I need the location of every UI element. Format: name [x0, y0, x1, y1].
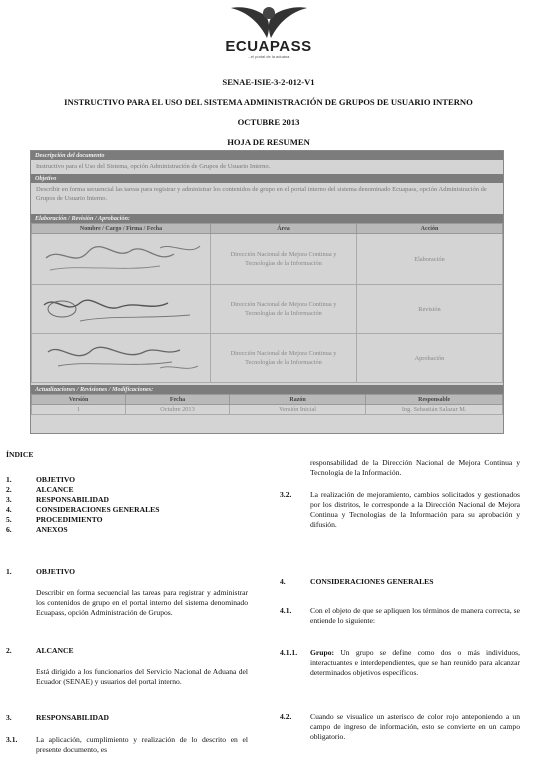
- index-link-alcance[interactable]: ALCANCE: [36, 485, 74, 494]
- table-row: [32, 405, 503, 415]
- action-cell: Elaboración: [356, 234, 502, 285]
- action-cell: Revisión: [356, 285, 502, 334]
- index-link-procedimiento[interactable]: PROCEDIMIENTO: [36, 515, 103, 524]
- section-4-2: 4.2. Cuando se visualice un asterisco de color rojo anteponiendo a un campo de ingreso de información, esto se convierte en un campo obligatorio.: [280, 712, 520, 741]
- approval-col-header: Acción: [356, 224, 502, 234]
- version-cell: 1: [32, 405, 126, 415]
- document-title: INSTRUCTIVO PARA EL USO DEL SISTEMA ADMINISTRACIÓN DE GRUPOS DE USUARIO INTERNO: [64, 97, 473, 107]
- ecuapass-logo: [0, 4, 537, 59]
- date-cell: Octubre 2013: [126, 405, 230, 415]
- list-item: 3. RESPONSABILIDAD: [6, 495, 110, 504]
- index-title: ÍNDICE: [6, 450, 34, 459]
- section-2-heading: 2. ALCANCE: [6, 646, 74, 655]
- table-row: [32, 234, 503, 285]
- logo-emblem-icon: [229, 4, 309, 40]
- logo-wordmark: ECUAPASS: [225, 38, 312, 55]
- updates-col-header: Versión: [32, 395, 126, 405]
- section-4-1-1: 4.1.1. Grupo: Un grupo se define como dos o más individuos, interactuantes e interdependientes, que se han reunido para alcanzar determinados objetivos específicos.: [280, 648, 520, 677]
- index-link-consideraciones[interactable]: CONSIDERACIONES GENERALES: [36, 505, 160, 514]
- updates-col-header: Razón: [229, 395, 366, 405]
- signature-cell: [32, 285, 211, 334]
- term-grupo: Grupo:: [310, 648, 335, 657]
- area-cell: Dirección Nacional de Mejora Continua y Tecnologías de la Información: [210, 334, 356, 383]
- handwritten-signature-icon: [40, 289, 210, 331]
- approval-col-header: Área: [210, 224, 356, 234]
- handwritten-signature-icon: [40, 238, 210, 282]
- approval-table: [31, 223, 503, 383]
- action-cell: Aprobación: [356, 334, 502, 383]
- updates-table: [31, 394, 503, 415]
- document-code: SENAE-ISIE-3-2-012-V1: [222, 77, 315, 87]
- list-item: 5. PROCEDIMIENTO: [6, 515, 103, 524]
- list-item: 4. CONSIDERACIONES GENERALES: [6, 505, 160, 514]
- section-3-heading: 3. RESPONSABILIDAD: [6, 713, 110, 722]
- description-text: Instructivo para el Uso del Sistema, opción Administración de Grupos de Usuario Interno.: [36, 163, 271, 170]
- section-1-heading: 1. OBJETIVO: [6, 567, 76, 576]
- document-date: OCTUBRE 2013: [237, 117, 300, 127]
- signature-cell: [32, 234, 211, 285]
- logo-tagline: ...el portal de la aduana: [247, 54, 290, 59]
- section-4-heading: 4. CONSIDERACIONES GENERALES: [280, 577, 434, 586]
- updates-col-header: Responsable: [366, 395, 503, 405]
- index-list: [6, 475, 266, 535]
- responsible-cell: Ing. Sebastián Salazar M.: [366, 405, 503, 415]
- table-row: [32, 334, 503, 383]
- elaboration-section-header: Elaboración / Revisión / Aprobación:: [31, 214, 503, 223]
- approval-col-header: Nombre / Cargo / Firma / Fecha: [32, 224, 211, 234]
- index-link-responsabilidad[interactable]: RESPONSABILIDAD: [36, 495, 110, 504]
- section-3-1-continuation: responsabilidad de la Dirección Nacional de Mejora Continua y Tecnología de la Información.: [310, 458, 520, 477]
- index-link-objetivo[interactable]: OBJETIVO: [36, 475, 76, 484]
- index-link-anexos[interactable]: ANEXOS: [36, 525, 68, 534]
- signature-cell: [32, 334, 211, 383]
- section-3-2: 3.2. La realización de mejoramiento, cambios solicitados y gestionados por los distritos, le corresponde a la Dirección Nacional de Mejora Continua y Tecnologías de la Información para su aprobación y difusión.: [280, 490, 520, 529]
- list-item: 1. OBJETIVO: [6, 475, 76, 484]
- area-cell: Dirección Nacional de Mejora Continua y Tecnologías de la Información: [210, 285, 356, 334]
- description-section-header: Descripción del documento: [31, 151, 503, 160]
- updates-section-header: Actualizaciones / Revisiones / Modificaciones:: [31, 385, 503, 394]
- section-1-text: Describir en forma secuencial las tareas para registrar y administrar los contenidos de grupo en el portal interno del sistema denominado Ecuapass, opción Administración de Grupos.: [36, 588, 248, 617]
- section-4-1: 4.1. Con el objeto de que se apliquen los términos de manera correcta, se entiende lo siguiente:: [280, 606, 520, 625]
- objective-section-header: Objetivo: [31, 174, 503, 183]
- handwritten-signature-icon: [40, 338, 210, 380]
- updates-col-header: Fecha: [126, 395, 230, 405]
- objective-text: Describir en forma secuencial las tareas para registrar y administrar los contenidos de grupo en el portal interno del sistema denominado Ecuapass, opción Administración de Grupos de Usuario Interno.: [36, 186, 487, 202]
- section-2-text: Está dirigido a los funcionarios del Servicio Nacional de Aduana del Ecuador (SENAE) y usuarios del portal interno.: [36, 667, 248, 686]
- list-item: 2. ALCANCE: [6, 485, 74, 494]
- list-item: 6. ANEXOS: [6, 525, 68, 534]
- summary-sheet-title: HOJA DE RESUMEN: [227, 137, 310, 147]
- summary-sheet: [30, 150, 504, 434]
- table-row: [32, 285, 503, 334]
- section-3-1: 3.1. La aplicación, cumplimiento y realización de lo descrito en el presente documento, es: [6, 735, 248, 754]
- reason-cell: Versión Inicial: [229, 405, 366, 415]
- area-cell: Dirección Nacional de Mejora Continua y Tecnologías de la Información: [210, 234, 356, 285]
